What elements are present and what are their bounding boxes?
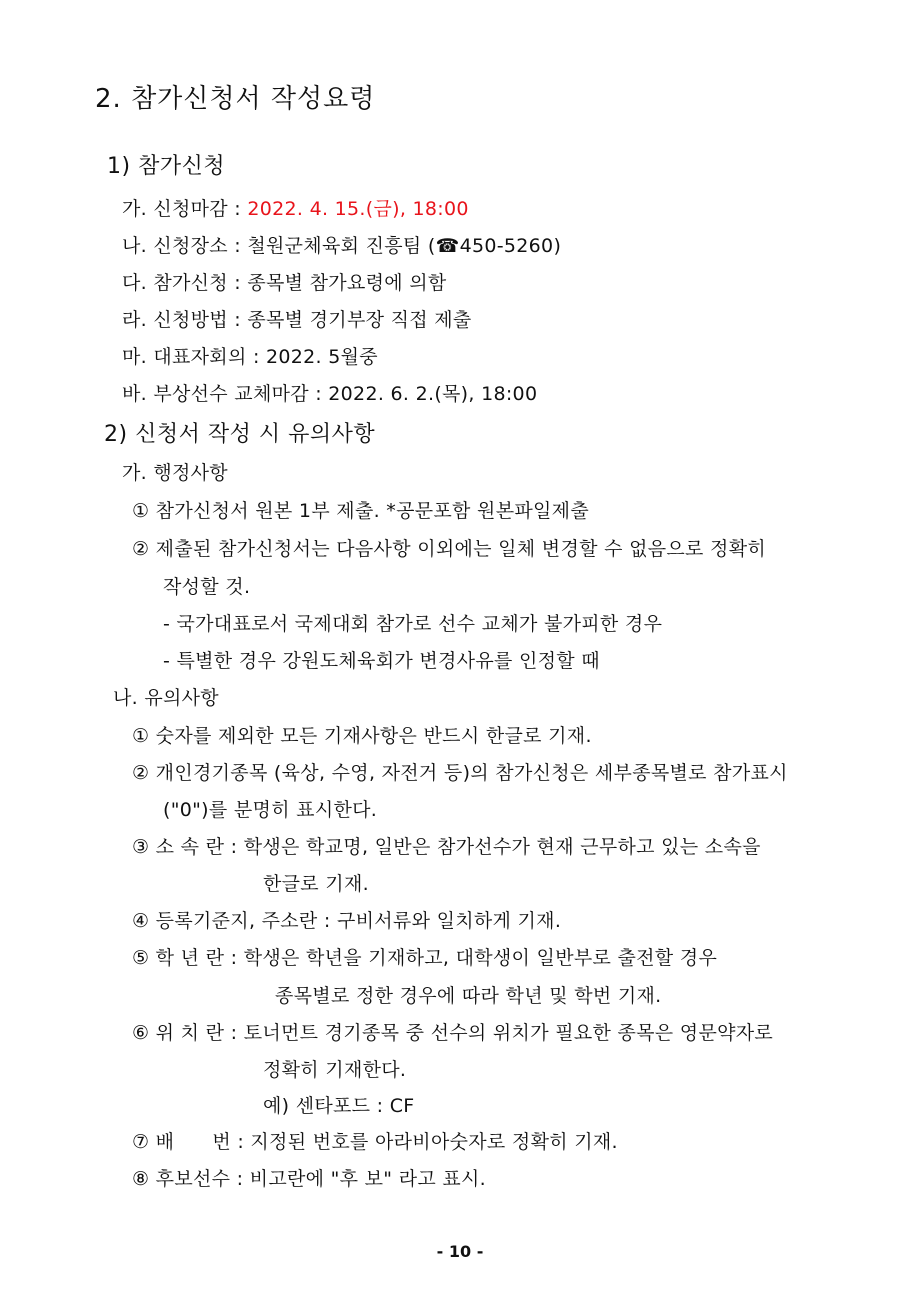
- notes-item-5-line1: ⑤ 학 년 란 : 학생은 학년을 기재하고, 대학생이 일반부로 출전할 경우: [132, 947, 718, 969]
- notes-item-2-line1: ② 개인경기종목 (육상, 수영, 자전거 등)의 참가신청은 세부종목별로 참가표시: [132, 762, 788, 784]
- notes-item-3-line2: 한글로 기재.: [263, 873, 369, 895]
- section-1-heading: 1) 참가신청: [107, 154, 226, 179]
- deadline-item: [122, 200, 469, 219]
- admin-dash-1: - 국가대표로서 국제대회 참가로 선수 교체가 불가피한 경우: [163, 613, 663, 635]
- admin-dash-2: - 특별한 경우 강원도체육회가 변경사유를 인정할 때: [163, 650, 600, 672]
- notes-item-1: ① 숫자를 제외한 모든 기재사항은 반드시 한글로 기재.: [132, 725, 592, 747]
- location-item: 나. 신청장소 : 철원군체육회 진흥팀 (☎450-5260): [122, 235, 562, 257]
- notes-item-3-line1: ③ 소 속 란 : 학생은 학교명, 일반은 참가선수가 현재 근무하고 있는 소속을: [132, 836, 761, 858]
- meeting-item: 마. 대표자회의 : 2022. 5월중: [122, 346, 378, 368]
- notes-item-6-line3: 예) 센타포드 : CF: [263, 1095, 415, 1117]
- page-number: - 10 -: [436, 1242, 484, 1261]
- application-item: 다. 참가신청 : 종목별 참가요령에 의함: [122, 272, 447, 294]
- admin-item-1: ① 참가신청서 원본 1부 제출. *공문포함 원본파일제출: [132, 500, 589, 522]
- deadline-label: 가. 신청마감 :: [122, 198, 248, 220]
- method-item: 라. 신청방법 : 종목별 경기부장 직접 제출: [122, 309, 472, 331]
- admin-item-2-line1: ② 제출된 참가신청서는 다음사항 이외에는 일체 변경할 수 없음으로 정확히: [132, 538, 767, 560]
- admin-item-2-line2: 작성할 것.: [163, 576, 251, 598]
- notes-item-6-line1: ⑥ 위 치 란 : 토너먼트 경기종목 중 선수의 위치가 필요한 종목은 영문약자로: [132, 1022, 774, 1044]
- admin-heading: 가. 행정사항: [122, 462, 228, 484]
- notes-item-4: ④ 등록기준지, 주소란 : 구비서류와 일치하게 기재.: [132, 910, 562, 932]
- replacement-item: 바. 부상선수 교체마감 : 2022. 6. 2.(목), 18:00: [122, 383, 538, 405]
- notes-item-2-line2: ("0")를 분명히 표시한다.: [163, 799, 378, 821]
- notes-item-8: ⑧ 후보선수 : 비고란에 "후 보" 라고 표시.: [132, 1168, 486, 1190]
- notes-heading: 나. 유의사항: [113, 687, 219, 709]
- page-title: 2. 참가신청서 작성요령: [95, 84, 376, 114]
- notes-item-7: ⑦ 배 번 : 지정된 번호를 아라비아숫자로 정확히 기재.: [132, 1131, 618, 1153]
- deadline-value: 2022. 4. 15.(금), 18:00: [247, 198, 469, 220]
- notes-item-6-line2: 정확히 기재한다.: [263, 1059, 407, 1081]
- section-2-heading: 2) 신청서 작성 시 유의사항: [104, 422, 376, 447]
- notes-item-5-line2: 종목별로 정한 경우에 따라 학년 및 학번 기재.: [275, 985, 662, 1007]
